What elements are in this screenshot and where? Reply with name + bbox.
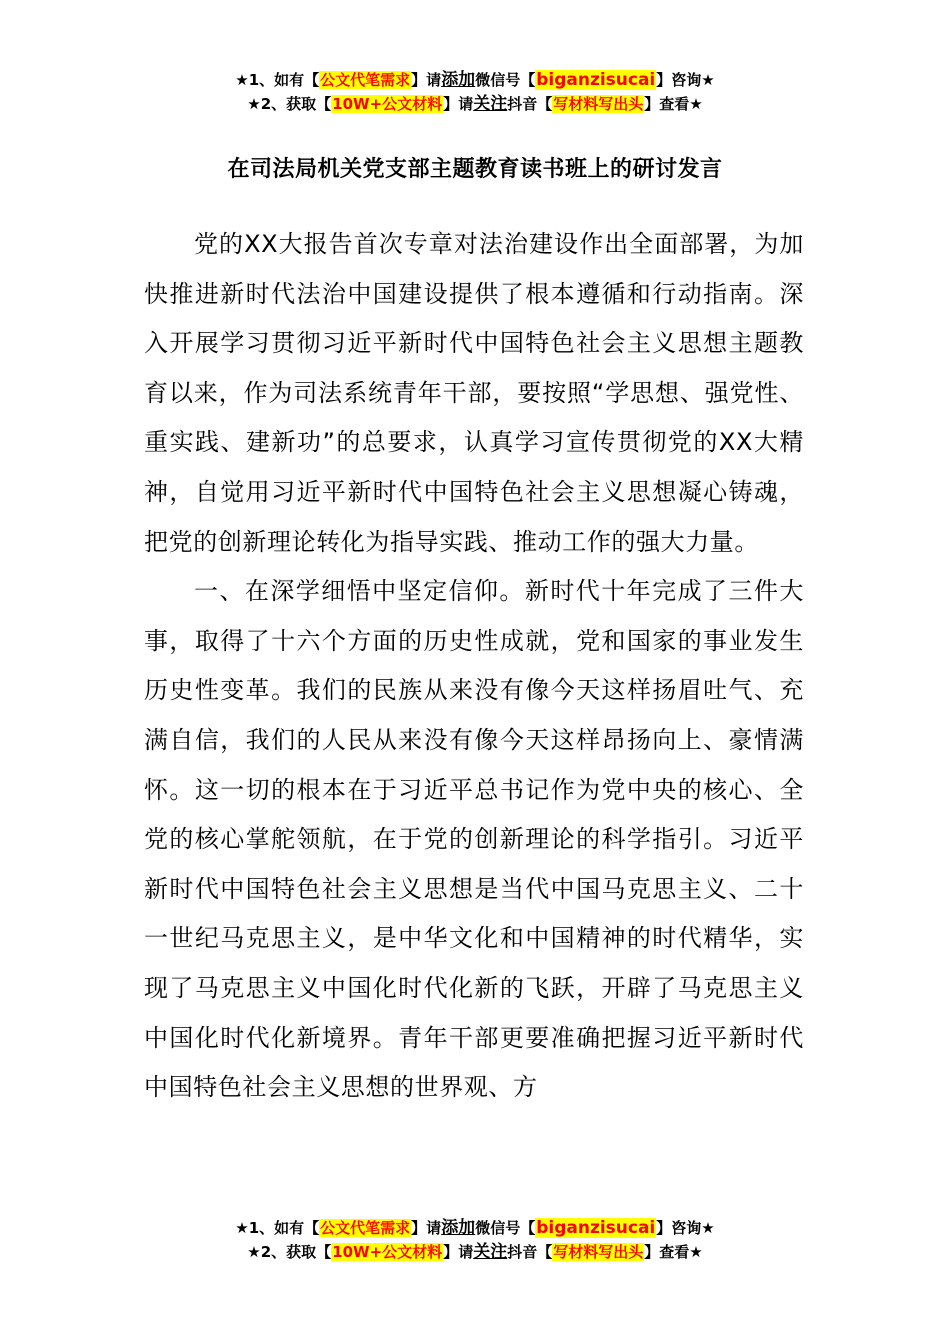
banner-text: 微信号【 bbox=[475, 1219, 536, 1237]
banner-text: 】请 bbox=[411, 71, 442, 89]
highlight-materials: 10W+公文材料 bbox=[332, 1243, 443, 1261]
highlight-materials: 10W+公文材料 bbox=[332, 95, 443, 113]
banner-text: 】查看★ bbox=[644, 1243, 703, 1261]
paragraph: 党的XX大报告首次专章对法治建设作出全面部署，为加快推进新时代法治中国建设提供了根本遵循和行动指南。深入开展学习贯彻习近平新时代中国特色社会主义思想主题教育以来，作为司法系统青年干部，要按照“学思想、强党性、重实践、建新功”的总要求，认真学习宣传贯彻党的XX大精神，自觉用习近平新时代中国特色社会主义思想凝心铸魂，把党的创新理论转化为指导实践、推动工作的强大力量。 bbox=[144, 230, 804, 556]
banner-emphasis: 添加 bbox=[441, 70, 476, 90]
banner-text: ★1、如有【 bbox=[235, 1219, 320, 1237]
banner-text: 抖音【 bbox=[507, 1243, 553, 1261]
banner-emphasis: 关注 bbox=[473, 94, 508, 114]
highlight-douyin: 写材料写出头 bbox=[553, 95, 644, 113]
banner-text: ★2、获取【 bbox=[247, 95, 332, 113]
banner-line-1 bbox=[0, 68, 950, 92]
banner-text: 】请 bbox=[411, 1219, 442, 1237]
highlight-wechat-id: biganzisucai bbox=[536, 70, 656, 90]
banner-emphasis: 关注 bbox=[473, 1242, 508, 1262]
banner-text: 】查看★ bbox=[644, 95, 703, 113]
header-banner bbox=[0, 68, 950, 116]
document-title: 在司法局机关党支部主题教育读书班上的研讨发言 bbox=[227, 157, 723, 182]
paragraph: 一、在深学细悟中坚定信仰。新时代十年完成了三件大事，取得了十六个方面的历史性成就，党和国家的事业发生历史性变革。我们的民族从来没有像今天这样扬眉吐气、充满自信，我们的人民从来没有像今天这样昂扬向上、豪情满怀。这一切的根本在于习近平总书记作为党中央的核心、全党的核心掌舵领航，在于党的创新理论的科学指引。习近平新时代中国特色社会主义思想是当代中国马克思主义、二十一世纪马克思主义，是中华文化和中国精神的时代精华，实现了马克思主义中国化时代化新的飞跃，开辟了马克思主义中国化时代化新境界。青年干部更要准确把握习近平新时代中国特色社会主义思想的世界观、方 bbox=[144, 577, 804, 1102]
banner-emphasis: 添加 bbox=[441, 1218, 476, 1238]
banner-text: 】咨询★ bbox=[656, 1219, 715, 1237]
highlight-service: 公文代笔需求 bbox=[320, 1219, 411, 1237]
banner-line-2 bbox=[0, 1240, 950, 1264]
banner-text: 】咨询★ bbox=[656, 71, 715, 89]
banner-text: 抖音【 bbox=[507, 95, 553, 113]
banner-text: 微信号【 bbox=[475, 71, 536, 89]
banner-text: ★2、获取【 bbox=[247, 1243, 332, 1261]
banner-line-2 bbox=[0, 92, 950, 116]
banner-text: 】请 bbox=[443, 1243, 474, 1261]
footer-banner bbox=[0, 1216, 950, 1264]
highlight-douyin: 写材料写出头 bbox=[553, 1243, 644, 1261]
banner-text: 】请 bbox=[443, 95, 474, 113]
highlight-wechat-id: biganzisucai bbox=[536, 1218, 656, 1238]
highlight-service: 公文代笔需求 bbox=[320, 71, 411, 89]
banner-line-1 bbox=[0, 1216, 950, 1240]
document-body bbox=[144, 220, 804, 1113]
banner-text: ★1、如有【 bbox=[235, 71, 320, 89]
